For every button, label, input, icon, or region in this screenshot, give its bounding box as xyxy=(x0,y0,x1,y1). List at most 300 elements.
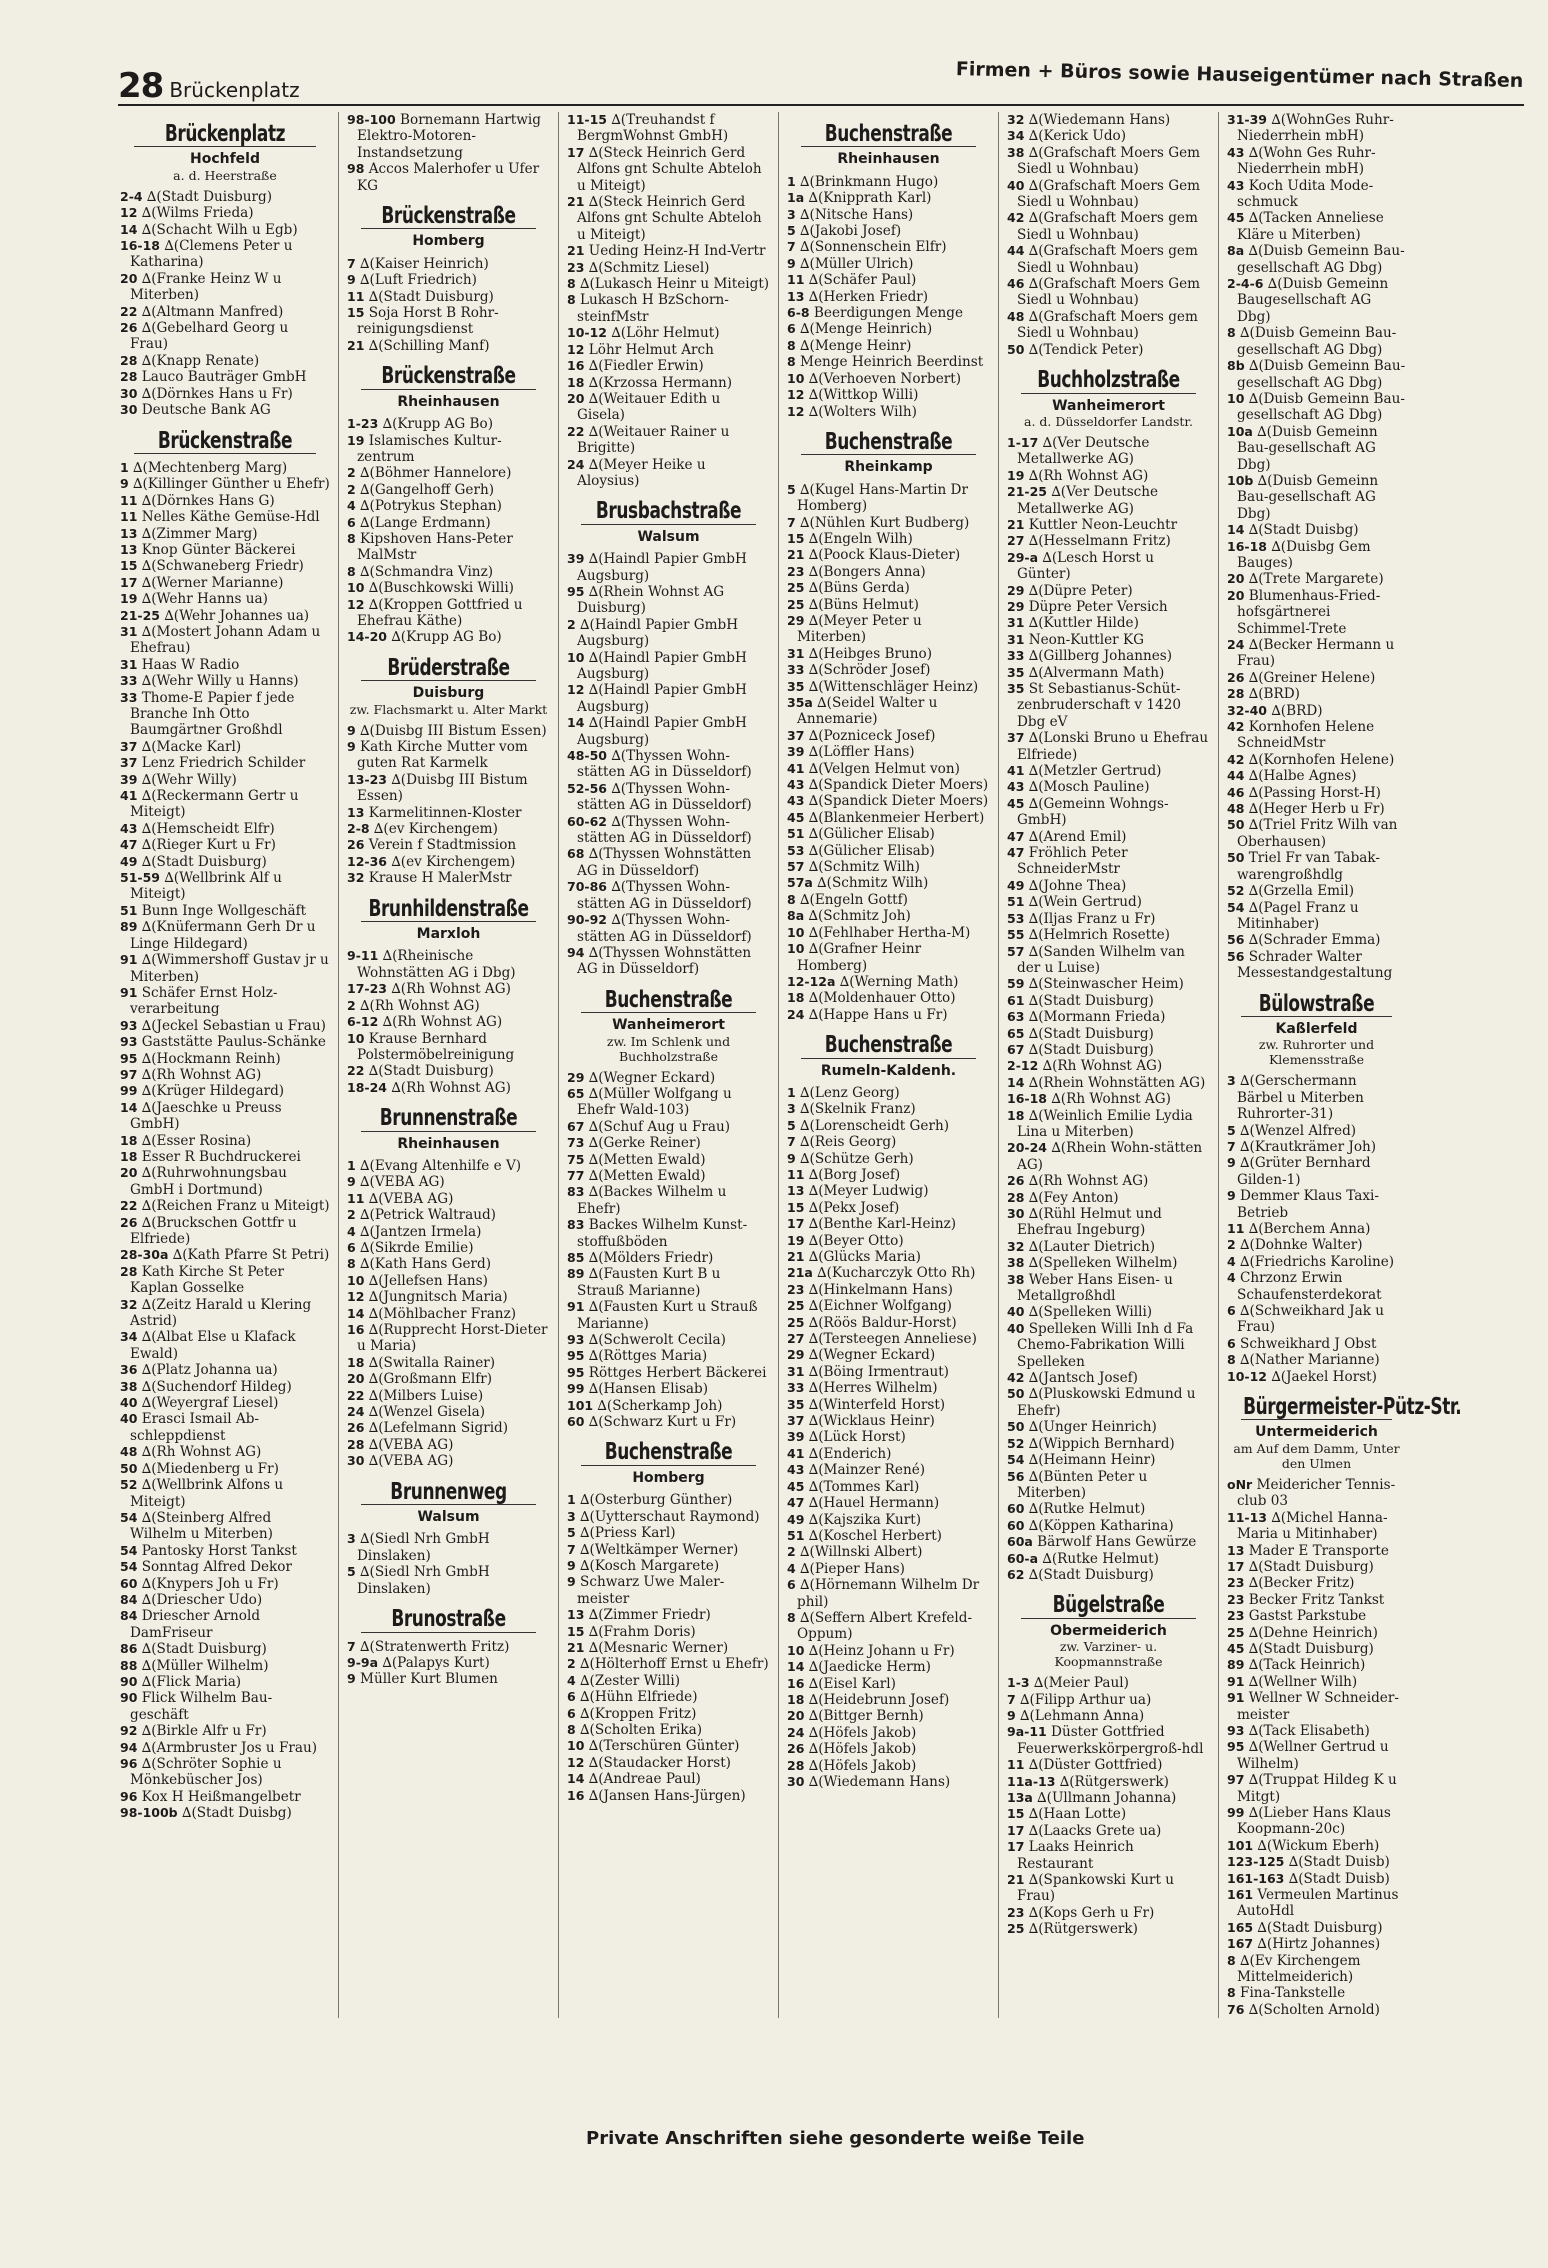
house-number: 46 xyxy=(1007,276,1025,292)
house-number: 51 xyxy=(120,902,138,918)
list-item xyxy=(1227,850,1406,883)
entry-text: ∆(Menge Heinr) xyxy=(800,337,912,354)
entry-text: Koch Udita Mode-schmuck xyxy=(1237,177,1374,211)
house-number: 43 xyxy=(787,793,805,809)
entry-text: ∆(Pieper Hans) xyxy=(800,1560,905,1577)
entry-text: ∆(Petrick Waltraud) xyxy=(360,1207,496,1224)
list-item xyxy=(787,1364,990,1380)
house-number: 88 xyxy=(120,1657,138,1673)
house-number: 41 xyxy=(1007,763,1025,779)
list-item xyxy=(567,391,770,424)
entry-text: ∆(Mormann Frieda) xyxy=(1028,1009,1166,1026)
house-number: 7 xyxy=(787,514,796,530)
entry-text: ∆(Großmann Elfr) xyxy=(368,1371,493,1388)
entry-list xyxy=(1227,1073,1406,1385)
entry-list xyxy=(347,1639,550,1688)
entry-text: ∆(Schütze Gerh) xyxy=(800,1150,914,1167)
house-number: 99 xyxy=(120,1083,138,1099)
street-block xyxy=(787,428,990,1023)
entry-text: ∆(Zeitz Harald u Klering Astrid) xyxy=(130,1296,312,1330)
list-item xyxy=(1227,1270,1406,1303)
entry-text: ∆(Milbers Luise) xyxy=(368,1387,484,1404)
list-item xyxy=(1007,615,1210,631)
house-number: 63 xyxy=(1007,1009,1025,1025)
list-item xyxy=(120,386,330,402)
street-block xyxy=(567,498,770,978)
entry-text: ∆(Scholten Erika) xyxy=(580,1721,703,1738)
entry-text: ∆(Duisb Gemeinn Bau-gesellschaft AG Dbg) xyxy=(1237,390,1405,424)
house-number: 90 xyxy=(120,1673,138,1689)
list-item xyxy=(120,1067,330,1083)
list-item xyxy=(120,1592,330,1608)
house-number: 12 xyxy=(567,341,585,357)
page-header-title: Firmen + Büros sowie Hauseigentümer nach Straßen xyxy=(956,58,1524,92)
house-number: 30 xyxy=(120,385,138,401)
entry-text: ∆(Killinger Günther u Ehefr) xyxy=(133,476,330,493)
entry-text: ∆(Kerick Udo) xyxy=(1028,128,1127,145)
street-name: Brüderstraße xyxy=(387,654,510,681)
house-number: 14 xyxy=(567,1771,585,1787)
list-item xyxy=(1007,1058,1210,1074)
entry-text: ∆(Stadt Duisburg) xyxy=(141,853,267,870)
house-number: 4 xyxy=(567,1672,576,1688)
street-name: Brunnenstraße xyxy=(379,1105,518,1132)
street-block xyxy=(1227,112,1406,982)
list-item xyxy=(787,1085,990,1101)
entry-text: ∆(Greiner Helene) xyxy=(1248,669,1376,686)
house-number: 89 xyxy=(567,1266,585,1282)
house-number: 40 xyxy=(1007,1320,1025,1336)
entry-text: ∆(Terschüren Günter) xyxy=(588,1738,740,1755)
list-item xyxy=(1007,1675,1210,1691)
list-item xyxy=(567,1673,770,1689)
house-number: 43 xyxy=(1227,144,1245,160)
list-item xyxy=(347,870,550,886)
street-name: Buchenstraße xyxy=(824,1032,953,1059)
house-number: 40 xyxy=(120,1411,138,1427)
entry-text: ∆(Wickum Eberh) xyxy=(1257,1837,1380,1854)
entry-text: ∆(Düpre Peter) xyxy=(1028,582,1133,599)
list-item xyxy=(787,826,990,842)
entry-text: ∆(Filipp Arthur ua) xyxy=(1020,1691,1152,1708)
house-number: 52 xyxy=(1227,883,1245,899)
list-item xyxy=(1007,1272,1210,1305)
list-item xyxy=(787,1692,990,1708)
house-number: 1 xyxy=(787,173,796,189)
list-item xyxy=(1007,1452,1210,1468)
house-number: 33 xyxy=(1007,648,1025,664)
street-name: Brunnenweg xyxy=(390,1478,507,1505)
house-number: 11 xyxy=(787,272,805,288)
house-number: 7 xyxy=(1227,1138,1236,1154)
house-number: 11 xyxy=(787,1166,805,1182)
house-number: 22 xyxy=(347,1387,365,1403)
house-number: 41 xyxy=(787,1445,805,1461)
entry-text: ∆(Moldenhauer Otto) xyxy=(808,990,956,1007)
list-item xyxy=(347,433,550,466)
entry-text: ∆(Dohnke Walter) xyxy=(1240,1237,1363,1254)
house-number: 35 xyxy=(1007,664,1025,680)
entry-text: ∆(Stadt Duisburg) xyxy=(1248,1640,1374,1657)
entry-text: ∆(Höfels Jakob) xyxy=(808,1741,917,1758)
street-block xyxy=(347,1606,550,1688)
list-item xyxy=(567,260,770,276)
house-number: 32-40 xyxy=(1227,702,1267,718)
house-number: 9-9a xyxy=(347,1654,379,1670)
entry-text: ∆(Arend Emil) xyxy=(1028,828,1127,845)
entry-text: ∆(Spandick Dieter Moers) xyxy=(808,793,989,810)
entry-text: ∆(Schröter Sophie u Mönkebüscher Jos) xyxy=(130,1756,282,1789)
entry-text: ∆(Treuhandst f BergmWohnst GmbH) xyxy=(577,112,729,145)
list-item xyxy=(787,1758,990,1774)
list-item xyxy=(1007,632,1210,648)
list-item xyxy=(347,1388,550,1404)
entry-text: Schwarz Uwe Maler-meister xyxy=(577,1574,725,1607)
list-item xyxy=(347,531,550,564)
list-item xyxy=(567,1250,770,1266)
house-number: 47 xyxy=(1007,828,1025,844)
list-item xyxy=(787,1659,990,1675)
list-item xyxy=(347,739,550,772)
entry-text: ∆(Mosch Pauline) xyxy=(1028,779,1150,796)
entry-text: Kox H Heißmangelbetr xyxy=(141,1788,301,1805)
list-item xyxy=(787,1676,990,1692)
house-number: 30 xyxy=(120,402,138,418)
street-name: Bürgermeister-Pütz-Str. xyxy=(1243,1394,1462,1421)
entry-text: ∆(Duisbg Gem Bauges) xyxy=(1237,538,1371,571)
entry-text: ∆(Hühn Elfriede) xyxy=(580,1689,698,1706)
list-item xyxy=(1007,1567,1210,1583)
house-number: 35 xyxy=(787,1396,805,1412)
entry-text: ∆(Lonski Bruno u Ehefrau Elfriede) xyxy=(1017,730,1209,763)
list-item xyxy=(120,509,330,525)
entry-text: ∆(Wehr Hanns ua) xyxy=(141,591,268,608)
entry-text: ∆(Ullmann Johanna) xyxy=(1037,1790,1177,1806)
entry-text: Schrader Walter Messestandgestaltung xyxy=(1237,948,1393,982)
list-item xyxy=(567,584,770,617)
entry-text: ∆(Gillberg Johannes) xyxy=(1028,648,1173,665)
entry-text: ∆(Frahm Doris) xyxy=(588,1623,696,1640)
house-number: 2-12 xyxy=(1007,1058,1039,1074)
list-item xyxy=(787,875,990,891)
entry-text: ∆(Evang Altenhilfe e V) xyxy=(360,1157,522,1174)
house-number: 14 xyxy=(1007,1074,1025,1090)
house-number: 13 xyxy=(567,1607,585,1623)
entry-text: ∆(Kucharczyk Otto Rh) xyxy=(817,1265,976,1282)
list-item xyxy=(567,112,770,145)
house-number: 37 xyxy=(787,1413,805,1429)
list-item xyxy=(347,597,550,630)
entry-text: ∆(Fausten Kurt u Strauß Marianne) xyxy=(577,1299,758,1332)
house-number: 10 xyxy=(787,370,805,386)
house-number: 51 xyxy=(1007,894,1025,910)
house-number: 123-125 xyxy=(1227,1854,1285,1870)
house-number: 3 xyxy=(787,1101,796,1117)
house-number: 8 xyxy=(567,276,576,292)
street-block xyxy=(1227,1394,1462,2018)
entry-text: ∆(Bruckschen Gottfr u Elfriede) xyxy=(130,1214,297,1247)
list-item xyxy=(347,1655,550,1671)
house-number: 25 xyxy=(787,1298,805,1314)
entry-text: ∆(Sonnenschein Elfr) xyxy=(800,239,947,256)
entry-text: ∆(Spandick Dieter Moers) xyxy=(808,777,989,794)
entry-text: ∆(Duisbg III Bistum Essen) xyxy=(357,771,528,805)
house-number: 57 xyxy=(1007,943,1025,959)
house-number: oNr xyxy=(1227,1476,1253,1492)
house-number: 17 xyxy=(787,1216,805,1232)
house-number: 7 xyxy=(787,239,796,255)
list-item xyxy=(1227,801,1406,817)
house-number: 10 xyxy=(787,1642,805,1658)
entry-text: ∆(Miedenberg u Fr) xyxy=(141,1460,279,1477)
list-item xyxy=(347,1639,550,1655)
house-number: 10 xyxy=(347,580,365,596)
list-item xyxy=(120,1083,330,1099)
list-item xyxy=(120,870,330,903)
house-number: 13 xyxy=(1227,1542,1245,1558)
house-number: 28 xyxy=(1007,1189,1025,1205)
entry-text: ∆(Rhein Wohnstätten AG) xyxy=(1028,1074,1206,1091)
house-number: 18 xyxy=(1007,1107,1025,1123)
list-item xyxy=(1007,1026,1210,1042)
entry-text: ∆(Stadt Duisburg) xyxy=(1028,1041,1154,1058)
list-item xyxy=(1007,1304,1210,1320)
list-item xyxy=(787,662,990,678)
entry-text: Bärwolf Hans Gewürze xyxy=(1037,1534,1197,1551)
list-item xyxy=(120,1723,330,1739)
entry-text: ∆(Heinz Johann u Fr) xyxy=(808,1642,955,1659)
entry-text: ∆(Halbe Agnes) xyxy=(1248,768,1357,785)
entry-list xyxy=(1007,112,1210,358)
list-item xyxy=(120,854,330,870)
entry-text: ∆(Wenzel Gisela) xyxy=(368,1404,486,1421)
house-number: 84 xyxy=(120,1591,138,1607)
entry-text: ∆(Lorenscheidt Gerh) xyxy=(800,1117,950,1134)
house-number: 24 xyxy=(347,1404,365,1420)
list-item xyxy=(787,1643,990,1659)
list-item xyxy=(787,272,990,288)
list-item xyxy=(567,617,770,650)
list-item xyxy=(120,1362,330,1378)
list-item xyxy=(1227,1772,1406,1805)
house-number: 94 xyxy=(567,944,585,960)
list-item xyxy=(567,375,770,391)
entry-text: ∆(Wicklaus Heinr) xyxy=(808,1413,935,1430)
list-item xyxy=(120,304,330,320)
house-number: 48 xyxy=(1007,308,1025,324)
house-number: 5 xyxy=(787,1117,796,1133)
list-item xyxy=(1007,210,1210,243)
entry-text: ∆(Rütgerswerk) xyxy=(1028,1921,1138,1938)
entry-text: ∆(Thyssen Wohn-stätten AG in Düsseldorf) xyxy=(577,912,752,945)
entry-text: ∆(Schröder Josef) xyxy=(808,662,931,679)
house-number: 47 xyxy=(787,1495,805,1511)
list-item xyxy=(347,498,550,514)
house-number: 9 xyxy=(347,1174,356,1190)
house-number: 24 xyxy=(787,1724,805,1740)
list-item xyxy=(787,482,990,515)
entry-text: Kath Kirche St Peter Kaplan Gosselke xyxy=(130,1263,284,1297)
house-number: 30 xyxy=(787,1774,805,1789)
entry-text: Wellner W Schneider-meister xyxy=(1237,1690,1399,1723)
entry-text: ∆(Albat Else u Klafack Ewald) xyxy=(130,1329,296,1362)
list-item xyxy=(1007,829,1210,845)
entry-text: Sonntag Alfred Dekor xyxy=(141,1559,292,1576)
entry-text: ∆(Schmitz Wilh) xyxy=(808,859,920,876)
entry-text: ∆(Steinberg Alfred Wilhelm u Miterben) xyxy=(130,1509,273,1543)
entry-text: Bornemann Hartwig Elektro-Motoren-Instandsetzung xyxy=(357,112,541,161)
house-number: 14 xyxy=(1227,522,1245,538)
entry-text: ∆(Mainzer René) xyxy=(808,1462,926,1479)
district-name: Wanheimerort xyxy=(612,1017,725,1034)
list-item xyxy=(1007,845,1210,878)
list-item xyxy=(120,1297,330,1330)
list-item xyxy=(120,1789,330,1805)
entry-text: ∆(Friedrichs Karoline) xyxy=(1240,1253,1395,1270)
list-item xyxy=(1007,1419,1210,1435)
entry-text: ∆(Müller Ulrich) xyxy=(800,255,914,272)
list-item xyxy=(787,547,990,563)
entry-text: ∆(Pluskowski Edmund u Ehefr) xyxy=(1017,1386,1196,1419)
list-item xyxy=(787,1200,990,1216)
list-item xyxy=(567,1348,770,1364)
list-item xyxy=(120,271,330,304)
house-number: 60 xyxy=(120,1575,138,1591)
list-item xyxy=(787,613,990,646)
list-item xyxy=(567,1299,770,1332)
list-item xyxy=(347,1404,550,1420)
house-number: 98-100 xyxy=(347,112,396,127)
entry-text: ∆(Wellbrink Alf u Miteigt) xyxy=(130,870,282,903)
entry-text: ∆(Stadt Duisburg) xyxy=(368,1063,494,1080)
entry-text: ∆(Löffler Hans) xyxy=(808,744,915,761)
list-item xyxy=(347,1437,550,1453)
street-location-note: zw. Varziner- u. Koopmannstraße xyxy=(1054,1639,1163,1670)
list-item xyxy=(120,402,330,418)
entry-text: ∆(Rh Wohnst AG) xyxy=(391,1079,511,1096)
house-number: 10a xyxy=(1227,423,1253,439)
list-item xyxy=(1007,681,1210,730)
house-number: 7 xyxy=(1007,1691,1016,1707)
house-number: 51 xyxy=(787,1527,805,1543)
list-item xyxy=(787,597,990,613)
list-item xyxy=(1007,484,1210,517)
house-number: 2 xyxy=(1227,1237,1236,1253)
entry-text: ∆(Stadt Duisburg) xyxy=(1257,1919,1383,1936)
house-number: 23 xyxy=(1007,1904,1025,1920)
entry-text: ∆(Glücks Maria) xyxy=(808,1249,921,1265)
entry-text: ∆(BRD) xyxy=(1248,686,1300,703)
house-number: 9 xyxy=(347,1671,356,1687)
entry-text: ∆(Meyer Peter u Miterben) xyxy=(797,612,922,646)
house-number: 32 xyxy=(1007,1238,1025,1254)
list-item xyxy=(567,325,770,341)
house-number: 44 xyxy=(1227,768,1245,784)
entry-text: ∆(Krüger Hildegard) xyxy=(141,1083,285,1100)
list-item xyxy=(787,1315,990,1331)
entry-text: Düster Gottfried Feuerwerkskörpergroß-hdl xyxy=(1017,1724,1204,1757)
entry-text: ∆(Müller Wilhelm) xyxy=(141,1657,269,1674)
entry-text: Soja Horst B Rohr-reinigungsdienst xyxy=(357,305,499,338)
house-number: 26 xyxy=(347,1420,365,1436)
list-item xyxy=(347,1031,550,1064)
entry-text: ∆(Hemscheidt Elfr) xyxy=(141,820,275,837)
street-block xyxy=(120,427,330,1822)
entry-text: ∆(Wolters Wilh) xyxy=(808,403,917,420)
list-item xyxy=(1007,309,1210,342)
house-number: 12 xyxy=(120,205,138,221)
house-number: 95 xyxy=(120,1050,138,1066)
list-item xyxy=(1007,517,1210,533)
entry-text: ∆(Rheinische Wohnstätten AG i Dbg) xyxy=(357,948,516,981)
entry-text: ∆(Becker Hermann u Frau) xyxy=(1237,637,1395,670)
house-number: 6 xyxy=(787,321,796,337)
list-item xyxy=(347,305,550,338)
house-number: 31 xyxy=(787,1363,805,1379)
house-number: 54 xyxy=(120,1509,138,1525)
list-item xyxy=(1227,1871,1406,1887)
house-number: 28 xyxy=(120,1263,138,1279)
list-item xyxy=(1227,686,1406,702)
list-item xyxy=(1227,1723,1406,1739)
street-name: Brunostraße xyxy=(391,1606,506,1633)
list-item xyxy=(120,1018,330,1034)
house-number: 54 xyxy=(120,1559,138,1575)
house-number: 39 xyxy=(787,1429,805,1445)
entry-text: ∆(Driescher Udo) xyxy=(141,1591,263,1608)
house-number: 93 xyxy=(120,1017,138,1033)
house-number: 19 xyxy=(347,432,365,448)
list-item xyxy=(1227,932,1406,948)
house-number: 47 xyxy=(1007,845,1025,861)
house-number: 16-18 xyxy=(1007,1091,1047,1107)
entry-text: ∆(Nitsche Hans) xyxy=(800,206,914,223)
house-number: 49 xyxy=(787,1511,805,1527)
entry-text: ∆(Knypers Joh u Fr) xyxy=(141,1575,279,1592)
list-item xyxy=(787,793,990,809)
street-location-note: zw. Flachsmarkt u. Alter Markt xyxy=(349,701,548,717)
list-item xyxy=(347,1224,550,1240)
list-item xyxy=(787,859,990,875)
list-item xyxy=(1007,1009,1210,1025)
house-number: 12 xyxy=(347,596,365,612)
entry-text: ∆(Priess Karl) xyxy=(580,1525,676,1542)
entry-text: Erasci Ismail Ab-schleppdienst xyxy=(130,1411,259,1444)
list-item xyxy=(120,1461,330,1477)
list-item xyxy=(787,1282,990,1298)
entry-text: ∆(Mostert Johann Adam u Ehefrau) xyxy=(130,623,321,657)
house-number: 28 xyxy=(347,1436,365,1452)
list-item xyxy=(1227,1920,1406,1936)
entry-text: ∆(Hölterhoff Ernst u Ehefr) xyxy=(580,1656,769,1673)
house-number: 5 xyxy=(347,1564,356,1580)
entry-text: ∆(Ver Deutsche Metallwerke AG) xyxy=(1017,434,1150,468)
entry-text: ∆(Kroppen Fritz) xyxy=(580,1705,697,1722)
list-item xyxy=(787,305,990,321)
list-item xyxy=(567,276,770,292)
entry-text: ∆(Rhein Wohn-stätten AG) xyxy=(1017,1140,1203,1173)
entry-text: ∆(Wein Gertrud) xyxy=(1028,894,1142,911)
list-item xyxy=(1007,894,1210,910)
entry-text: ∆(Scholten Arnold) xyxy=(1248,2001,1380,2018)
list-item xyxy=(120,1756,330,1789)
list-item xyxy=(347,629,550,645)
house-number: 29 xyxy=(567,1069,585,1085)
house-number: 10 xyxy=(787,924,805,940)
entry-text: ∆(Sikrde Emilie) xyxy=(360,1239,474,1256)
house-number: 20 xyxy=(1227,571,1245,587)
entry-text: ∆(Duisb Gemeinn Bau-gesellschaft AG Dbg) xyxy=(1237,325,1397,358)
